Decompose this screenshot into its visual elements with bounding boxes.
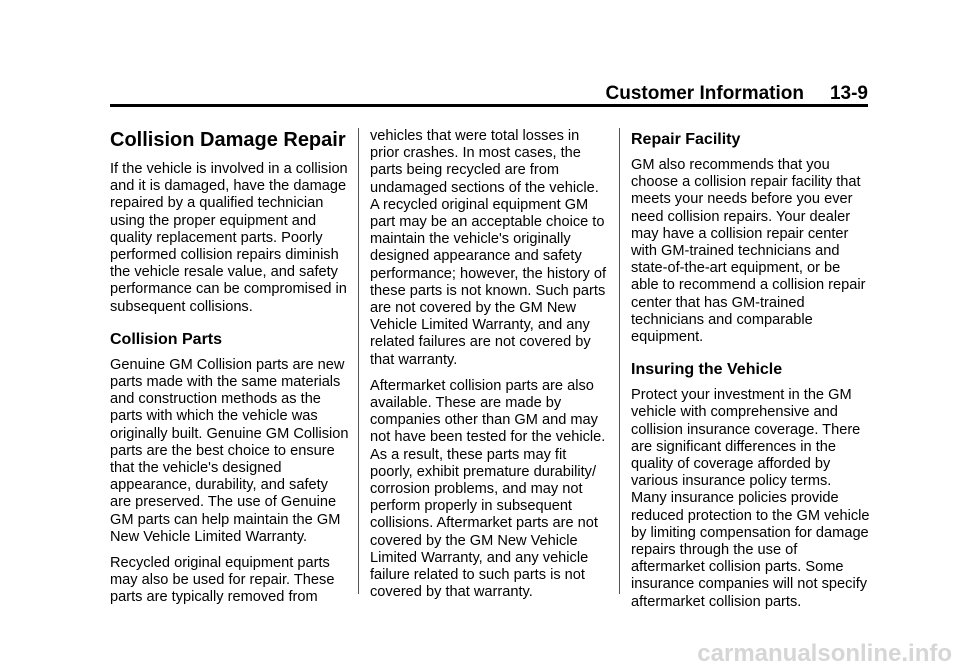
paragraph: Protect your investment in the GM vehicle with comprehensive and collision insurance coverage. There are significant differences in the quality of coverage afforded by various insurance policy terms. Many insurance policies provide reduced protection to the GM vehicle by limiting compensation for damage repairs through the use of aftermarket collision parts. Some insurance companies will not specify aftermarket collision parts.	[631, 387, 870, 610]
paragraph: If the vehicle is involved in a collision and it is damaged, have the damage repaired by a qualified technician using the proper equipment and quality replacement parts. Poorly performed collision repairs diminish the vehicle resale value, and safety performance can be compromised in subsequent collisions.	[110, 161, 348, 315]
heading-repair-facility: Repair Facility	[631, 131, 741, 148]
heading-insuring-the-vehicle: Insuring the Vehicle	[631, 361, 783, 379]
watermark: carmanualsonline.info	[697, 640, 952, 667]
page-header	[110, 79, 868, 105]
paragraph: Recycled original equipment parts may also be used for repair. These parts are typically removed from	[110, 555, 335, 606]
column-divider	[619, 128, 620, 594]
paragraph: vehicles that were total losses in prior crashes. In most cases, the parts being recycled are from undamaged sections of the vehicle. A recycled original equipment GM part may be an acceptable choice to maintain the vehicle's originally designed appearance and safety performance; however, the history of these parts is not known. Such parts are not covered by the GM New Vehicle Limited Warranty, and any related failures are not covered by that warranty.	[370, 128, 607, 368]
column-2	[370, 128, 610, 610]
paragraph: Genuine GM Collision parts are new parts made with the same materials and construction methods as the parts with which the vehicle was originally built. Genuine GM Collision parts are the best choice to ensure that the vehicle's designed appearance, durability, and safety are preserved. The use of Genuine GM parts can help maintain the GM New Vehicle Limited Warranty.	[110, 356, 349, 545]
page-number: 13-9	[829, 83, 868, 104]
column-1	[110, 128, 350, 616]
heading-collision-parts: Collision Parts	[110, 330, 223, 348]
header-rule	[110, 104, 868, 107]
heading-collision-damage-repair: Collision Damage Repair	[110, 129, 346, 151]
paragraph: GM also recommends that you choose a collision repair facility that meets your needs before you ever need collision repairs. Your dealer may have a collision repair center with GM-trained technicians and state-of-the-art equipment, or be able to recommend a collision repair center that has GM-trained technicians and comparable equipment.	[631, 157, 866, 346]
column-divider	[358, 128, 359, 594]
paragraph: Aftermarket collision parts are also available. These are made by companies other than GM and may not have been tested for the vehicle. As a result, these parts may fit poorly, exhibit premature durability/ corrosion problems, and may not perform properly in subsequent collisions. Aftermarket parts are not covered by the GM New Vehicle Limited Warranty, and any vehicle failure related to such parts is not covered by that warranty.	[370, 377, 606, 601]
column-3	[631, 128, 871, 620]
section-title: Customer Information	[605, 83, 804, 104]
